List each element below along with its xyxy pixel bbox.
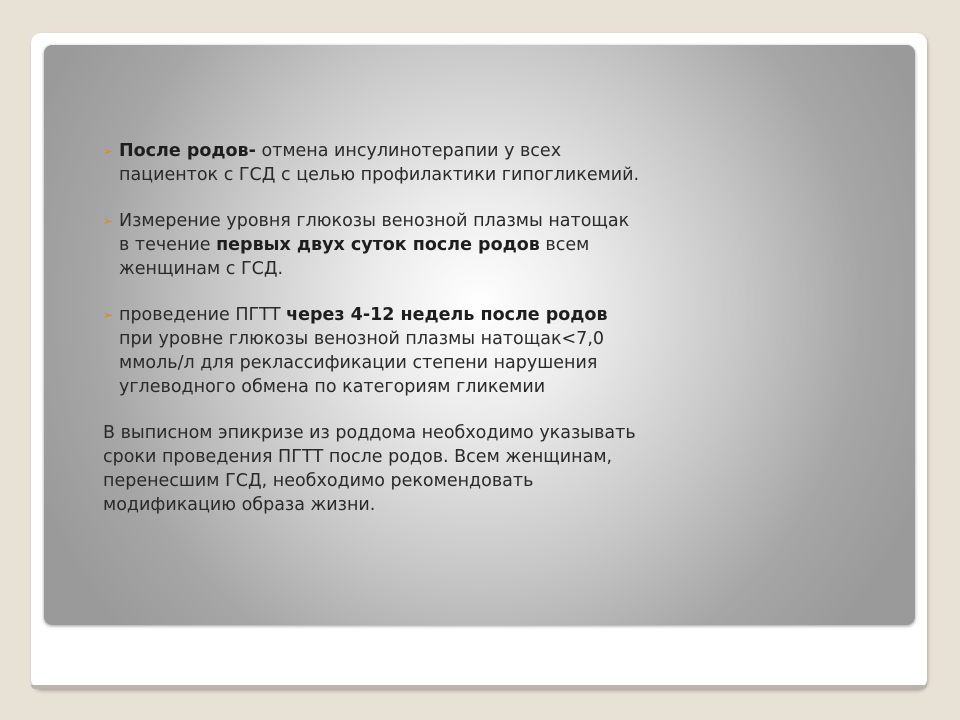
bullet-item: [103, 303, 743, 399]
card-bottom-divider: [31, 685, 927, 689]
summary-paragraph: [103, 421, 743, 517]
bullet-line: После родов- отмена инсулинотерапии у всех: [119, 141, 562, 161]
bullet-line: углеводного обмена по категориям гликемии: [119, 377, 546, 397]
bullet-line: в течение первых двух суток после родов всем: [119, 235, 590, 255]
paragraph-line: сроки проведения ПГТТ после родов. Всем женщинам,: [103, 447, 613, 467]
paragraph-line: модификацию образа жизни.: [103, 495, 376, 515]
bullet-item: [103, 139, 743, 187]
orange-arrow-icon: ➢: [103, 144, 114, 158]
paragraph-line: перенесшим ГСД, необходимо рекомендовать: [103, 471, 534, 491]
bullet-line: проведение ПГТТ через 4-12 недель после родов: [119, 305, 608, 325]
orange-arrow-icon: ➢: [103, 214, 114, 228]
slide-content: [103, 139, 743, 517]
orange-arrow-icon: ➢: [103, 308, 114, 322]
bullet-line: женщинам с ГСД.: [119, 259, 284, 279]
paragraph-line: В выписном эпикризе из роддома необходимо указывать: [103, 423, 636, 443]
bullet-item: [103, 209, 743, 281]
bullet-line: пациенток с ГСД с целью профилактики гипогликемий.: [119, 165, 640, 185]
bullet-line: Измерение уровня глюкозы венозной плазмы натощак: [119, 211, 630, 231]
bullet-line: ммоль/л для реклассификации степени нарушения: [119, 353, 598, 373]
bullet-line: при уровне глюкозы венозной плазмы натощак<7,0: [119, 329, 605, 349]
